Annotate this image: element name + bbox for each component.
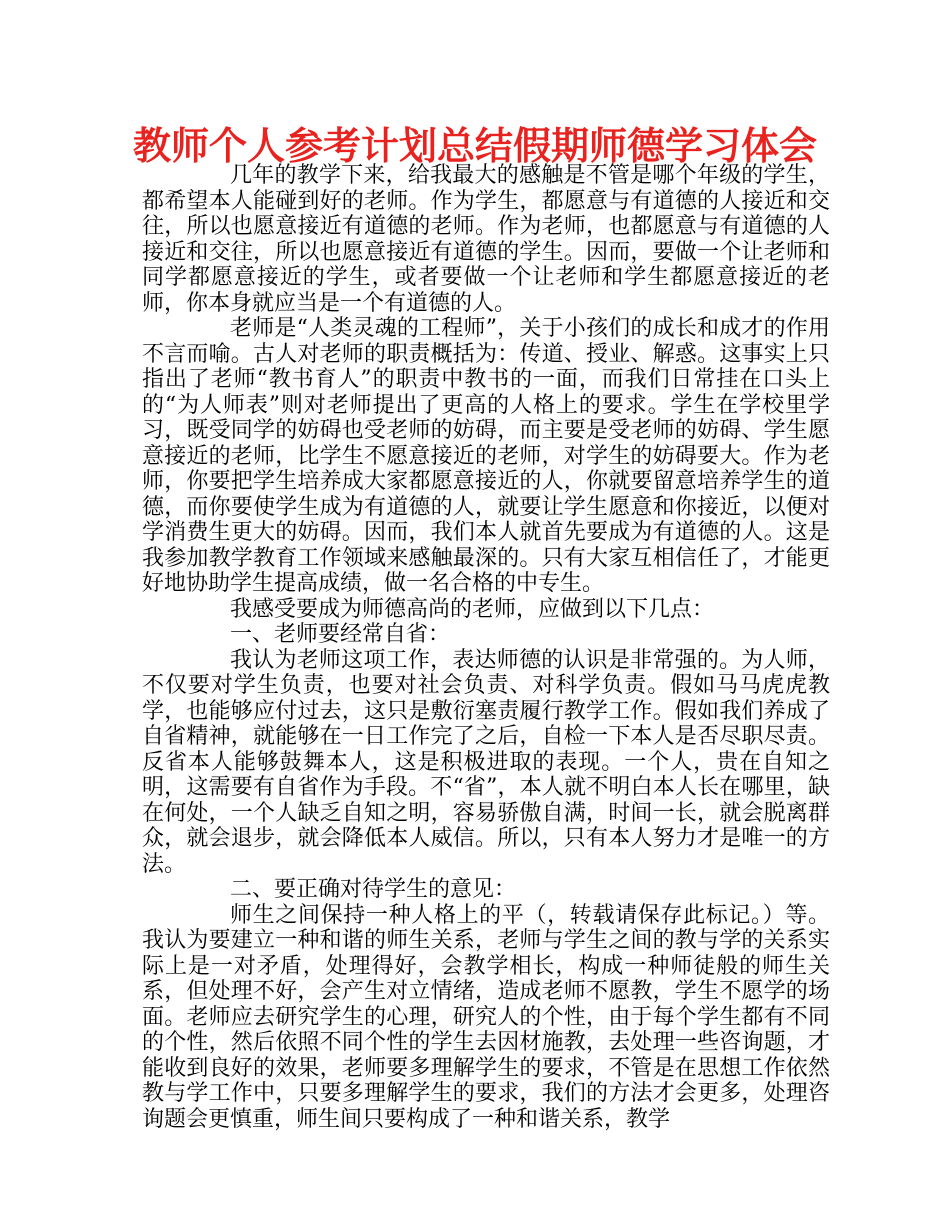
- paragraph-4: 我认为老师这项工作，表达师德的认识是非常强的。为人师，不仅要对学生负责，也要对社会负责、对科学负责。假如马马虎虎教学，也能够应付过去，这只是敷衍塞责履行教学工作。假如我们养成了自省精神，就能够在一日工作完了之后，自检一下本人是否尽职尽责。反省本人能够鼓舞本人，这是积极进取的表现。一个人，贵在自知之明，这需要有自省作为手段。不“省”，本人就不明白本人长在哪里，缺在何处，一个人缺乏自知之明，容易骄傲自满，时间一长，就会脱离群众，就会退步，就会降低本人威信。所以，只有本人努力才是唯一的方法。: [142, 647, 830, 877]
- paragraph-1: 几年的教学下来，给我最大的感触是不管是哪个年级的学生，都希望本人能碰到好的老师。作为学生，都愿意与有道德的人接近和交往，所以也愿意接近有道德的老师。作为老师，也都愿意与有道德的人接近和交往，所以也愿意接近有道德的学生。因而，要做一个让老师和同学都愿意接近的学生，或者要做一个让老师和学生都愿意接近的老师，你本身就应当是一个有道德的人。: [142, 163, 830, 316]
- paragraph-5: 师生之间保持一种人格上的平（，转载请保存此标记。）等。我认为要建立一种和谐的师生关系，老师与学生之间的教与学的关系实际上是一对矛盾，处理得好，会教学相长，构成一种师徒般的师生关系，但处理不好，会产生对立情绪，造成老师不愿教，学生不愿学的场面。老师应去研究学生的心理，研究人的个性，由于每个学生都有不同的个性，然后依照不同个性的学生去因材施教，去处理一些咨询题，才能收到良好的效果，老师要多理解学生的要求，不管是在思想工作依然教与学工作中，只要多理解学生的要求，我们的方法才会更多，处理咨询题会更慎重，师生间只要构成了一种和谐关系，教学: [142, 902, 830, 1132]
- paragraph-2: 老师是“人类灵魂的工程师”，关于小孩们的成长和成才的作用不言而喻。古人对老师的职责概括为：传道、授业、解惑。这事实上只指出了老师“教书育人”的职责中教书的一面，而我们日常挂在口头上的“为人师表”则对老师提出了更高的人格上的要求。学生在学校里学习，既受同学的妨碍也受老师的妨碍，而主要是受老师的妨碍、学生愿意接近的老师，比学生不愿意接近的老师，对学生的妨碍要大。作为老师，你要把学生培养成大家都愿意接近的人，你就要留意培养学生的道德，而你要使学生成为有道德的人，就要让学生愿意和你接近，以便对学消费生更大的妨碍。因而，我们本人就首先要成为有道德的人。这是我参加教学教育工作领域来感触最深的。只有大家互相信任了，才能更好地协助学生提高成绩，做一名合格的中专生。: [142, 316, 830, 596]
- paragraph-3: 我感受要成为师德高尚的老师，应做到以下几点：: [230, 596, 715, 622]
- document-body: [142, 163, 830, 1132]
- section-heading-2: 二、要正确对待学生的意见：: [230, 877, 517, 902]
- section-heading-1: 一、老师要经常自省：: [230, 622, 451, 647]
- document-title: 教师个人参考计划总结假期师德学习体会: [132, 124, 817, 168]
